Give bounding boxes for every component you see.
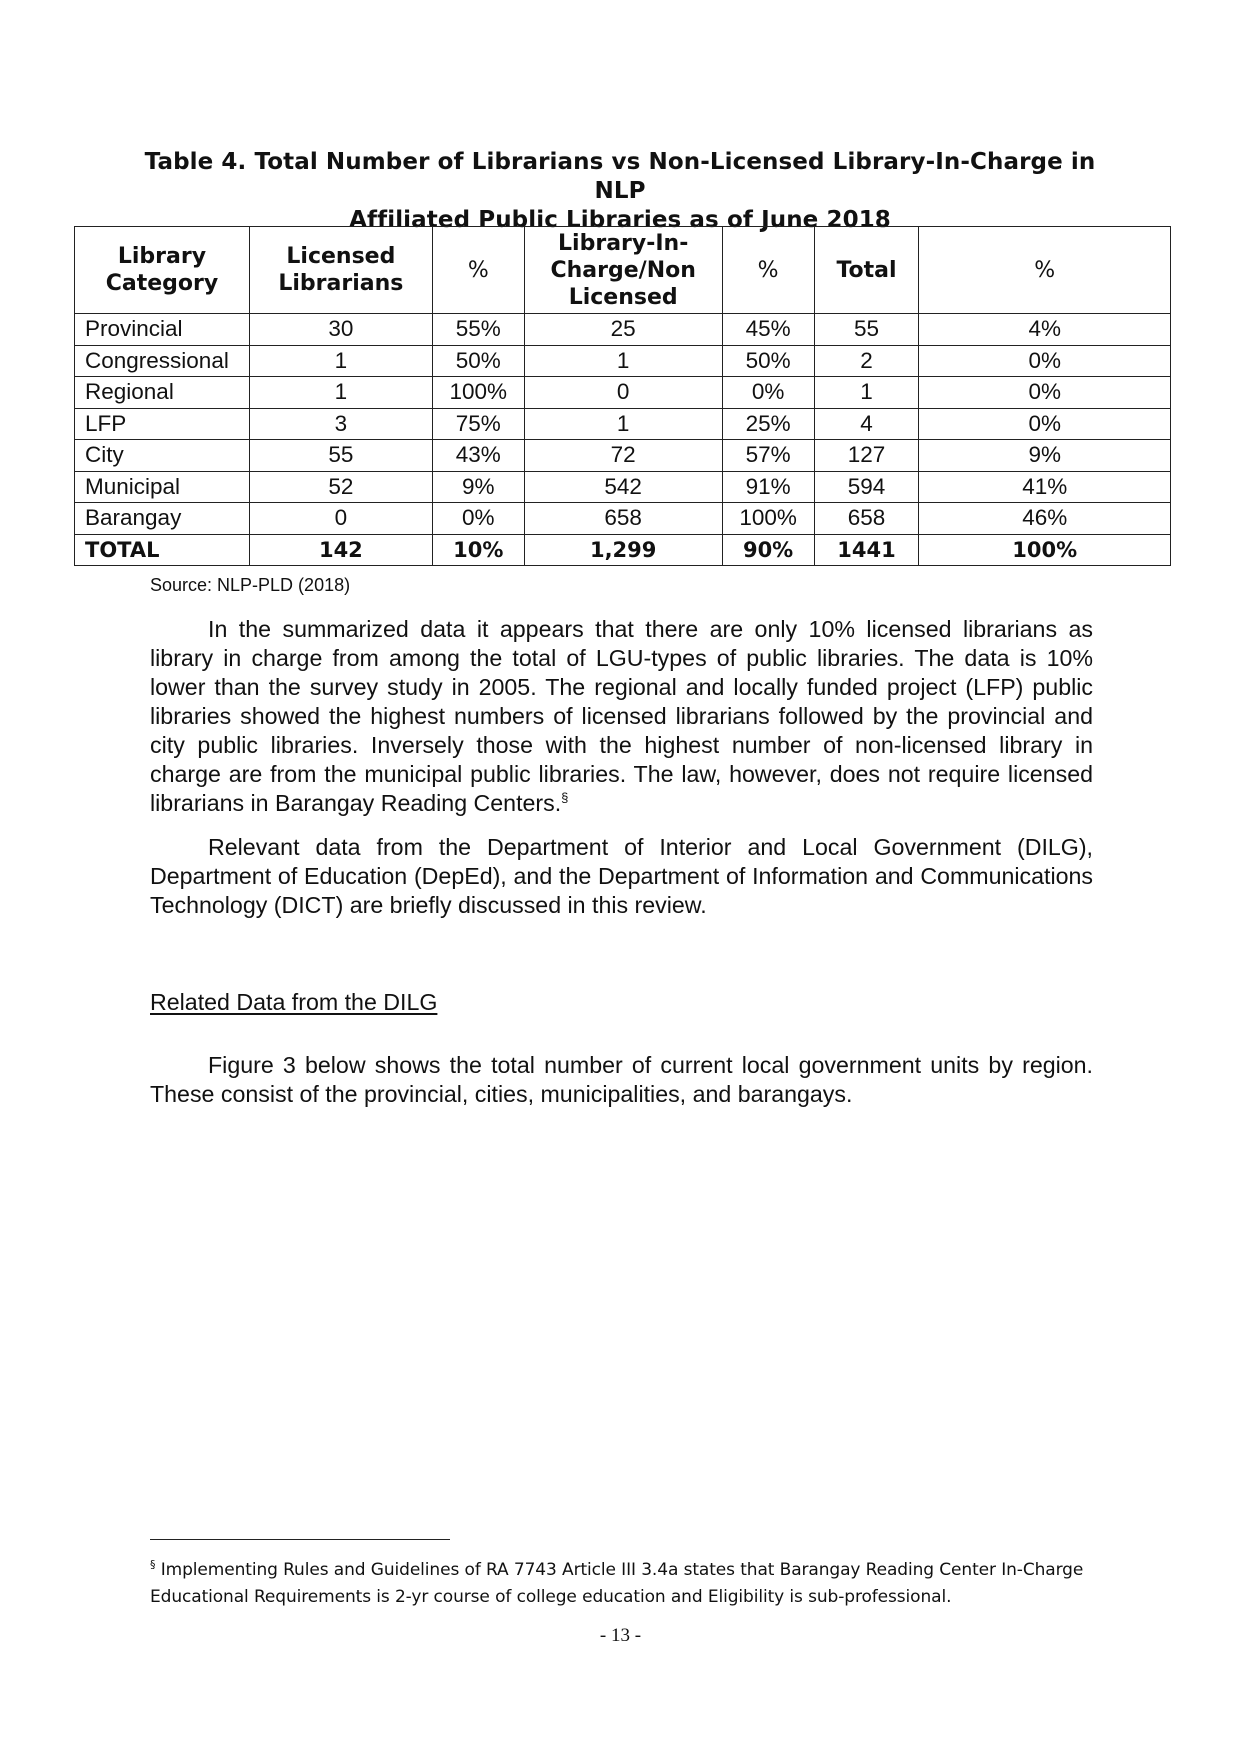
table-source: Source: NLP-PLD (2018) xyxy=(150,575,351,595)
section-heading-dilg: Related Data from the DILG xyxy=(150,989,438,1015)
table-body xyxy=(75,314,1171,566)
cell-pct-total: 4% xyxy=(919,314,1171,346)
table-row xyxy=(75,440,1171,472)
cell-pct-total: 46% xyxy=(919,503,1171,535)
cell-pct-total: 0% xyxy=(919,345,1171,377)
cell-category: Congressional xyxy=(75,345,250,377)
footnote-marker: § xyxy=(150,1558,156,1571)
cell-category: Provincial xyxy=(75,314,250,346)
cell-pct-total: 0% xyxy=(919,408,1171,440)
cell-category: City xyxy=(75,440,250,472)
cell-licensed: 30 xyxy=(249,314,432,346)
cell-total: 658 xyxy=(814,503,919,535)
cell-licensed: 55 xyxy=(249,440,432,472)
cell-licensed: 142 xyxy=(249,534,432,566)
header-library-category: Library Category xyxy=(75,227,250,314)
cell-pct-licensed: 10% xyxy=(432,534,524,566)
table-row xyxy=(75,345,1171,377)
paragraph-figure-3: Figure 3 below shows the total number of current local government units by region. These consist of the provincial, cities, municipalities, and barangays. xyxy=(150,1052,1093,1107)
cell-category: Regional xyxy=(75,377,250,409)
header-licensed-librarians: Licensed Librarians xyxy=(249,227,432,314)
paragraph-relevant-data: Relevant data from the Department of Interior and Local Government (DILG), Department of Education (DepEd), and the Department of Information and Communications Technology (DICT) are briefly discussed in this review. xyxy=(150,834,1093,918)
cell-pct-non-licensed: 0% xyxy=(722,377,814,409)
cell-non-licensed: 0 xyxy=(524,377,722,409)
cell-pct-non-licensed: 90% xyxy=(722,534,814,566)
cell-total: 2 xyxy=(814,345,919,377)
cell-pct-licensed: 43% xyxy=(432,440,524,472)
cell-total: 1 xyxy=(814,377,919,409)
cell-licensed: 3 xyxy=(249,408,432,440)
table-row xyxy=(75,377,1171,409)
cell-category: Barangay xyxy=(75,503,250,535)
header-library-in-charge: Library-In- Charge/Non Licensed xyxy=(524,227,722,314)
cell-licensed: 52 xyxy=(249,471,432,503)
cell-category: Municipal xyxy=(75,471,250,503)
cell-total: 127 xyxy=(814,440,919,472)
cell-non-licensed: 1 xyxy=(524,408,722,440)
header-percent-licensed: % xyxy=(432,227,524,314)
header-percent-non-licensed: % xyxy=(722,227,814,314)
cell-pct-total: 9% xyxy=(919,440,1171,472)
cell-pct-non-licensed: 100% xyxy=(722,503,814,535)
table-row xyxy=(75,471,1171,503)
table-row xyxy=(75,503,1171,535)
cell-pct-licensed: 55% xyxy=(432,314,524,346)
cell-category: TOTAL xyxy=(75,534,250,566)
cell-pct-non-licensed: 25% xyxy=(722,408,814,440)
table-total-row xyxy=(75,534,1171,566)
table-title xyxy=(120,148,1120,235)
cell-pct-non-licensed: 57% xyxy=(722,440,814,472)
cell-pct-non-licensed: 91% xyxy=(722,471,814,503)
cell-total: 1441 xyxy=(814,534,919,566)
footnote xyxy=(150,1557,1100,1611)
cell-pct-licensed: 50% xyxy=(432,345,524,377)
cell-total: 594 xyxy=(814,471,919,503)
footnote-text: Implementing Rules and Guidelines of RA 7743 Article III 3.4a states that Barangay Reading Center In-Charge Educational Requirements is 2-yr course of college education and Eligibility is sub-professional. xyxy=(150,1560,1084,1607)
cell-total: 4 xyxy=(814,408,919,440)
footnote-divider xyxy=(150,1539,450,1540)
cell-pct-non-licensed: 45% xyxy=(722,314,814,346)
header-percent-total: % xyxy=(919,227,1171,314)
cell-non-licensed: 1,299 xyxy=(524,534,722,566)
cell-pct-licensed: 100% xyxy=(432,377,524,409)
cell-category: LFP xyxy=(75,408,250,440)
cell-non-licensed: 25 xyxy=(524,314,722,346)
cell-pct-licensed: 9% xyxy=(432,471,524,503)
cell-licensed: 1 xyxy=(249,345,432,377)
cell-total: 55 xyxy=(814,314,919,346)
cell-pct-licensed: 75% xyxy=(432,408,524,440)
librarians-table xyxy=(74,226,1171,566)
cell-pct-total: 0% xyxy=(919,377,1171,409)
cell-licensed: 1 xyxy=(249,377,432,409)
cell-licensed: 0 xyxy=(249,503,432,535)
header-total: Total xyxy=(814,227,919,314)
table-header-row xyxy=(75,227,1171,314)
cell-pct-total: 41% xyxy=(919,471,1171,503)
cell-non-licensed: 658 xyxy=(524,503,722,535)
cell-pct-licensed: 0% xyxy=(432,503,524,535)
cell-non-licensed: 1 xyxy=(524,345,722,377)
footnote-reference: § xyxy=(561,790,569,805)
table-title-line-1: Table 4. Total Number of Librarians vs Non-Licensed Library-In-Charge in NLP xyxy=(144,149,1096,204)
table-row xyxy=(75,314,1171,346)
table-title-line-2: Affiliated Public Libraries as of June 2018 xyxy=(349,207,891,233)
table-row xyxy=(75,408,1171,440)
cell-non-licensed: 542 xyxy=(524,471,722,503)
page-number: - 13 - xyxy=(599,1625,642,1646)
cell-pct-total: 100% xyxy=(919,534,1171,566)
cell-non-licensed: 72 xyxy=(524,440,722,472)
cell-pct-non-licensed: 50% xyxy=(722,345,814,377)
paragraph-summary: In the summarized data it appears that there are only 10% licensed librarians as library in charge from among the total of LGU-types of public libraries. The data is 10% lower than the survey study in 2005. The regional and locally funded project (LFP) public libraries showed the highest numbers of licensed librarians followed by the provincial and city public libraries. Inversely those with the highest number of non-licensed library in charge are from the municipal public libraries. The law, however, does not require licensed librarians in Barangay Reading Centers.§ xyxy=(150,616,1093,816)
